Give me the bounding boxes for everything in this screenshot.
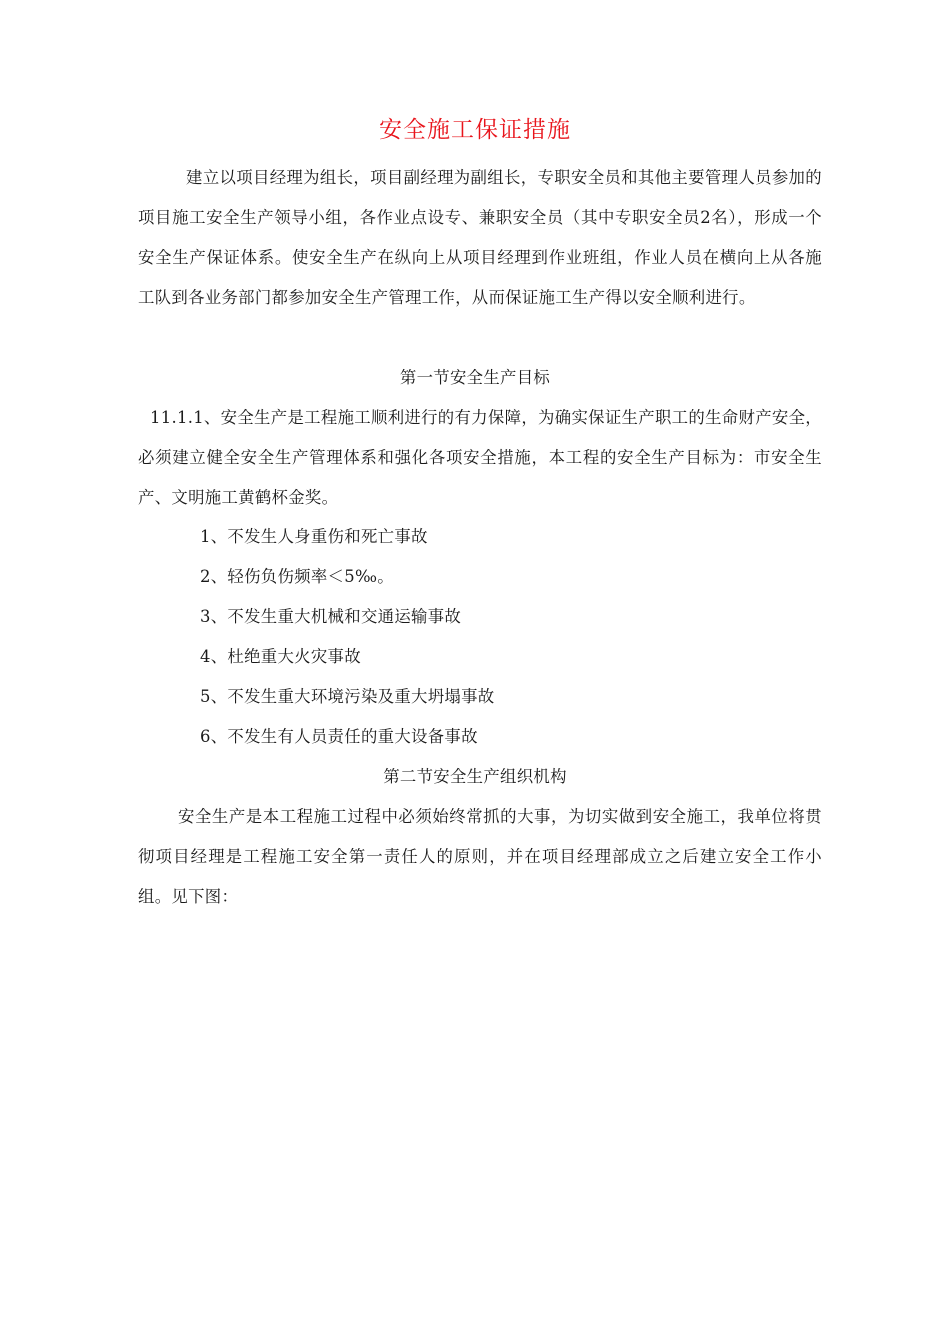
intro-paragraph: 建立以项目经理为组长，项目副经理为副组长，专职安全员和其他主要管理人员参加的项目施工安全生产领导小组，各作业点设专、兼职安全员（其中专职安全员2名），形成一个安全生产保证体系。使安全生产在纵向上从项目经理到作业班组，作业人员在横向上从各施工队到各业务部门都参加安全生产管理工作，从而保证施工生产得以安全顺利进行。 <box>138 168 822 307</box>
goal-item: 3、不发生重大机械和交通运输事故 <box>200 607 462 626</box>
goal-item: 1、不发生人身重伤和死亡事故 <box>200 527 428 546</box>
section-1-heading: 第一节安全生产目标 <box>399 368 551 387</box>
goal-item: 2、轻伤负伤频率＜5‰。 <box>200 567 394 586</box>
goal-item: 5、不发生重大环境污染及重大坍塌事故 <box>200 687 495 706</box>
section-2-heading: 第二节安全生产组织机构 <box>383 767 567 786</box>
goal-item: 4、杜绝重大火灾事故 <box>200 647 361 666</box>
goal-item: 6、不发生有人员责任的重大设备事故 <box>200 727 478 746</box>
document-title: 安全施工保证措施 <box>379 117 571 143</box>
section-2-paragraph: 安全生产是本工程施工过程中必须始终常抓的大事，为切实做到安全施工，我单位将贯彻项目经理是工程施工安全第一责任人的原则，并在项目经理部成立之后建立安全工作小组。见下图： <box>138 807 822 906</box>
section-1-paragraph: 11.1.1、安全生产是工程施工顺利进行的有力保障，为确实保证生产职工的生命财产安全，必须建立健全安全生产管理体系和强化各项安全措施，本工程的安全生产目标为：市安全生产、文明施工黄鹤杯金奖。 <box>138 408 822 507</box>
